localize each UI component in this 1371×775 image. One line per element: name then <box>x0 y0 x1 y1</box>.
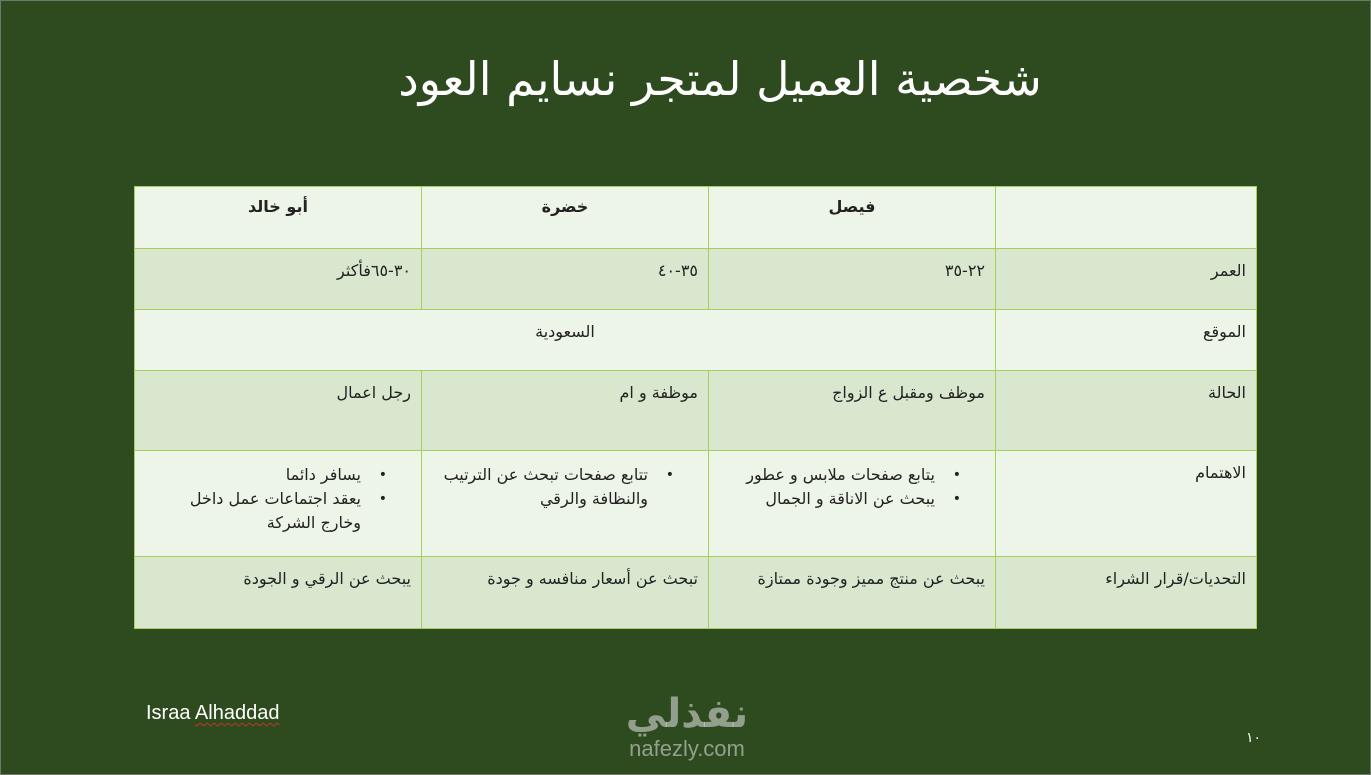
cell-age-khadra: ٣٥-٤٠ <box>422 249 709 310</box>
table-header-row <box>135 187 1257 249</box>
table-row-interest <box>135 451 1257 557</box>
list-item: • يبحث عن الاناقة و الجمال <box>719 487 935 511</box>
table-row-status <box>135 371 1257 451</box>
list-item: • يتابع صفحات ملابس و عطور <box>719 463 935 487</box>
author-first: Israa <box>146 702 195 724</box>
cell-challenges-abu-khaled: يبحث عن الرقي و الجودة <box>135 557 422 629</box>
cell-challenges-faisal: يبحث عن منتج مميز وجودة ممتازة <box>709 557 996 629</box>
interest-khadra-list <box>432 463 672 511</box>
table-row-location <box>135 310 1257 371</box>
cell-interest-faisal <box>709 451 996 557</box>
header-empty-cell <box>996 187 1257 249</box>
cell-status-faisal: موظف ومقبل ع الزواج <box>709 371 996 451</box>
row-label-interest: الاهتمام <box>996 451 1257 557</box>
page-number: ١٠ <box>1246 730 1262 746</box>
cell-location: السعودية <box>135 310 996 371</box>
header-faisal: فيصل <box>709 187 996 249</box>
author-name <box>146 702 279 725</box>
list-item: • يسافر دائما <box>175 463 361 487</box>
watermark-latin: nafezly.com <box>629 736 745 761</box>
persona-table <box>134 186 1257 629</box>
interest-faisal-list <box>719 463 959 511</box>
cell-status-abu-khaled: رجل اعمال <box>135 371 422 451</box>
cell-interest-khadra <box>422 451 709 557</box>
cell-age-faisal: ٢٢-٣٥ <box>709 249 996 310</box>
row-label-location: الموقع <box>996 310 1257 371</box>
row-label-status: الحالة <box>996 371 1257 451</box>
row-label-age: العمر <box>996 249 1257 310</box>
list-item: • يعقد اجتماعات عمل داخل وخارج الشركة <box>175 487 361 535</box>
cell-interest-abu-khaled <box>135 451 422 557</box>
interest-abu-khaled-list <box>175 463 385 535</box>
header-khadra: خضرة <box>422 187 709 249</box>
slide-title: شخصية العميل لمتجر نسايم العود <box>398 52 1042 106</box>
row-label-challenges: التحديات/قرار الشراء <box>996 557 1257 629</box>
watermark-logo <box>592 692 782 762</box>
author-last: Alhaddad <box>194 702 280 724</box>
header-abu-khaled: أبو خالد <box>135 187 422 249</box>
watermark-arabic: نفذلي <box>625 691 749 737</box>
cell-age-abu-khaled: ٣٠-٦٥فأكثر <box>135 249 422 310</box>
cell-challenges-khadra: تبحث عن أسعار منافسه و جودة <box>422 557 709 629</box>
table-row-challenges <box>135 557 1257 629</box>
table-row-age <box>135 249 1257 310</box>
list-item: • تتابع صفحات تبحث عن الترتيب والنظافة والرقي <box>432 463 648 511</box>
cell-status-khadra: موظفة و ام <box>422 371 709 451</box>
